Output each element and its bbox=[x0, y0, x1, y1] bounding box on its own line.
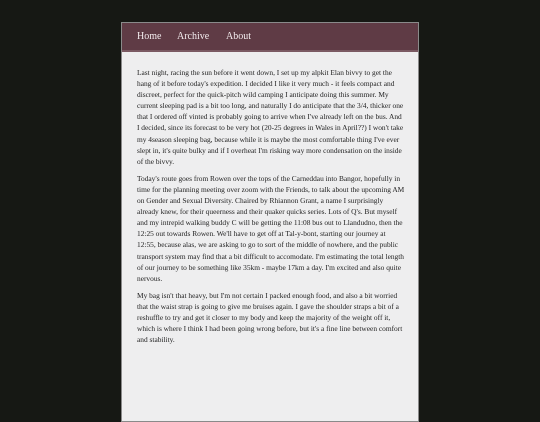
nav-archive-link[interactable]: Archive bbox=[177, 31, 210, 42]
post-content bbox=[137, 67, 405, 351]
nav-about-link[interactable]: About bbox=[226, 31, 251, 42]
top-nav bbox=[122, 23, 418, 52]
post-paragraph: My bag isn't that heavy, but I'm not certain I packed enough food, and also a bit worried that the waist strap is going to give me bruises again. I gave the shoulder straps a bit of a reshuffle to try and get it closer to my body and keep the majority of the weight off it, which is where I think I had been going wrong before, but it's a fine line between comfort and stability. bbox=[137, 290, 403, 345]
post-paragraph: Last night, racing the sun before it went down, I set up my alpkit Elan bivvy to get the hang of it before today's expedition. I decided I like it very much - it feels compact and discreet, perfect for the quick-pitch wild camping I anticipate doing this summer. My current sleeping pad is a bit too long, and naturally I do anticipate that the 3/4, thicker one that I ordered off vinted is probably going to arrive when I've already left on the bus. And I decided, since its forecast to be very hot (20-25 degrees in Wales in April??) I won't take my 4season sleeping bag, because while it is maybe the most comfortable thing I've ever slept in, it's quite bulky and if I overheat I'm risking way more condensation on the inside of the bivvy. bbox=[137, 68, 404, 166]
nav-home-link[interactable]: Home bbox=[137, 31, 162, 42]
page-card bbox=[121, 22, 419, 422]
post-paragraph: Today's route goes from Rowen over the tops of the Carneddau into Bangor, hopefully in time for the planning meeting over zoom with the Friends, to talk about the upcoming AM on Gender and Sexual Diversity. Chaired by Rhiannon Grant, a name I surprisingly already knew, for their queerness and their quaker quicks series. Lots of Q's. But myself and my intrepid walking buddy C will be getting the 11:08 bus out to Llandudno, then the 12:25 out towards Rowen. We'll have to get off at Tal-y-bont, starting our journey at 12:55, because alas, we are asking to go to sort of the middle of nowhere, and the public transport system may find that a bit difficult to accomodate. I'm estimating the total length of our journey to be something like 35km - maybe 17km a day. I'm excited and also quite nervous. bbox=[137, 173, 405, 283]
